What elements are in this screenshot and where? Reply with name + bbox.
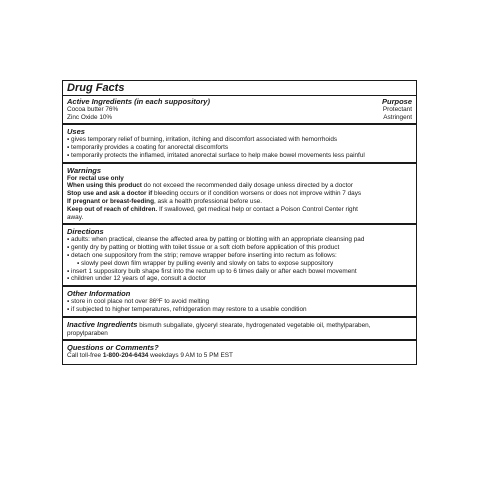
rectal-use-warning: For rectal use only xyxy=(67,174,124,182)
other-information-section xyxy=(67,289,412,314)
divider xyxy=(63,223,416,225)
drug-facts-title: Drug Facts xyxy=(67,82,125,94)
list-item: ▪ detach one suppository from the strip; remove wrapper before inserting into rectum as follows: xyxy=(67,252,412,260)
questions-title: Questions or Comments? xyxy=(67,343,159,353)
directions-title: Directions xyxy=(67,227,104,237)
list-item: ▪ if subjected to higher temperatures, refridgeration may restore to a usable condition xyxy=(67,306,412,314)
inactive-ingredients-title: Inactive Ingredients xyxy=(67,319,138,329)
divider xyxy=(63,123,416,125)
uses-section xyxy=(67,127,412,159)
ingredient-name: Zinc Oxide 10% xyxy=(67,113,113,121)
inactive-ingredients-section xyxy=(67,320,412,338)
list-item: ▪ gently dry by patting or blotting with toilet tissue or a soft cloth before application of this product xyxy=(67,244,412,252)
purpose-title: Purpose xyxy=(381,97,412,106)
list-item: ▪ temporarily protects the inflamed, irritated anorectal surface to help make bowel movements less painful xyxy=(67,152,412,160)
warnings-section xyxy=(67,166,412,222)
ingredient-row xyxy=(67,114,412,122)
active-ingredients-title: Active Ingredients (in each suppository) xyxy=(67,97,210,106)
list-item: ▪ temporarily provides a coating for anorectal discomforts xyxy=(67,144,412,152)
inactive-ingredients-list-cont: propylparaben xyxy=(67,329,108,337)
divider xyxy=(63,95,416,96)
keep-out-of-reach-warning: Keep out of reach of children. If swallowed, get medical help or contact a Poison Control Center right xyxy=(67,205,358,213)
when-using-warning: When using this product do not exceed the recommended daily dosage unless directed by a doctor xyxy=(67,182,353,190)
directions-section xyxy=(67,227,412,283)
inactive-ingredients-list: bismuth subgallate, glyceryl stearate, hydrogenated vegetable oil, methylparaben, xyxy=(137,321,371,329)
uses-title: Uses xyxy=(67,127,85,137)
divider xyxy=(63,162,416,164)
ingredient-row xyxy=(67,106,412,114)
stop-use-warning: Stop use and ask a doctor if bleeding occurs or if condition worsens or does not improve within 7 days xyxy=(67,190,362,198)
list-item: ▪ children under 12 years of age, consult a doctor xyxy=(67,275,412,283)
active-ingredients-header xyxy=(67,97,412,106)
drug-facts-label xyxy=(62,80,417,365)
phone-number: 1-800-204-6434 xyxy=(102,352,149,360)
pregnancy-warning: If pregnant or breast-feeding, ask a health professional before use. xyxy=(67,197,262,205)
list-item: ▪ adults: when practical, cleanse the affected area by patting or blotting with an appropriate cleansing pad xyxy=(67,236,412,244)
list-subitem: ▪ slowly peel down film wrapper by pulling evenly and slowly on tabs to expose suppository xyxy=(67,260,412,268)
divider xyxy=(63,316,416,318)
questions-section xyxy=(67,343,412,360)
list-item: ▪ insert 1 suppository bulb shape first into the rectum up to 6 times daily or after each bowel movement xyxy=(67,268,412,276)
warnings-title: Warnings xyxy=(67,165,102,175)
ingredient-purpose: Protectant xyxy=(382,106,412,113)
ingredient-name: Cocoa butter 76% xyxy=(67,106,119,113)
other-information-title: Other Information xyxy=(67,289,131,299)
list-item: ▪ store in cool place not over 86ºF to avoid melting xyxy=(67,298,412,306)
divider xyxy=(63,339,416,341)
contact-line: Call toll-free 1-800-204-6434 weekdays 9 AM to 5 PM EST xyxy=(67,352,233,360)
keep-out-of-reach-warning-cont: away. xyxy=(67,213,84,221)
divider xyxy=(63,285,416,287)
ingredient-purpose: Astringent xyxy=(383,113,412,121)
list-item: ▪ gives temporary relief of burning, irritation, itching and discomfort associated with hemorrhoids xyxy=(67,136,412,144)
